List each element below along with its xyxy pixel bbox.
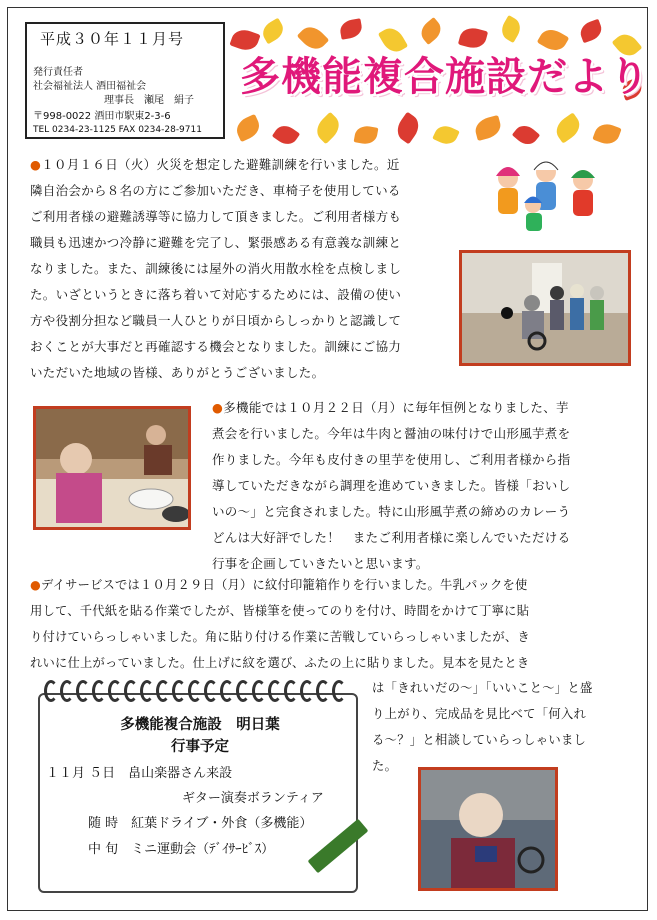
evacuation-drill-photo bbox=[459, 250, 631, 366]
craft-resident-photo bbox=[418, 767, 558, 891]
publisher-line: 発行責任者 bbox=[33, 67, 83, 78]
issue-title: 平成３０年１１月号 bbox=[40, 30, 185, 48]
bullet-icon: ● bbox=[212, 400, 224, 415]
article-day-service-craft: ●デイサービスでは１０月２９日（月）に紋付印籠箱作りを行いました。牛乳パックを使 用して、千代紙を貼る作業でしたが、皆様筆を使ってのりを付け、時間をかけて丁寧に貼 り付けていらっしゃいました。角に貼り付ける作業に苦戦していらっしゃいましたが、き れいに仕上がっていました。仕上げに紋を選び、ふたの上に貼りました。見本を見たとき bbox=[30, 578, 530, 670]
notebook-rings bbox=[44, 680, 354, 704]
schedule-subtitle: 行事予定 bbox=[171, 739, 229, 755]
schedule-row: 中 旬 ミニ運動会（ﾃﾞｲｻｰﾋﾞｽ） bbox=[88, 842, 275, 857]
bullet-icon: ● bbox=[30, 578, 41, 592]
article-day-service-craft-continued: は「きれいだの～」「いいこと～」と盛 り上がり、完成品を見比べて「何入れ る～？」と相談していらっしゃいまし た。 bbox=[372, 681, 593, 773]
schedule-row: １１月 ５日 畠山楽器さん来設 bbox=[46, 766, 233, 781]
article-evacuation-drill: ●１０月１６日（火）火災を想定した避難訓練を行いました。近 隣自治会から８名の方にご参加いただき、車椅子を使用している ご利用者様の避難誘導等に協力して頂きました。ご利用者様方も 職員も迅速かつ冷静に避難を完了し、緊張感ある有意義な訓練と なりました。また、訓練後には屋外の消火用散水栓を点検しまし た。いざというときに落ち着いて対応するためには、設備の使い 方や役割分担など職員一人ひとりが日頃からしっかりと認識して おくことが大事だと再確認する機会となりました。訓練にご協力 いただいた地域の皆様、ありがとうございました。 bbox=[30, 157, 402, 380]
evacuation-illustration bbox=[488, 150, 608, 235]
publisher-line: 社会福祉法人 酒田福祉会 bbox=[33, 81, 147, 92]
schedule-title: 多機能複合施設 明日葉 bbox=[120, 717, 280, 733]
publisher-line: TEL 0234-23-1125 FAX 0234-28-9711 bbox=[33, 125, 202, 135]
publisher-line: 理事長 瀬尾 絹子 bbox=[104, 95, 194, 106]
bullet-icon: ● bbox=[30, 157, 42, 172]
imoni-cooking-photo bbox=[33, 406, 191, 530]
schedule-row: ギター演奏ボランティア bbox=[182, 791, 324, 806]
publisher-line: 〒998-0022 酒田市駅東2-3-6 bbox=[33, 111, 171, 122]
schedule-row: 随 時 紅葉ドライブ・外食（多機能） bbox=[88, 816, 313, 831]
newsletter-title: 多機能複合施設だより bbox=[240, 54, 650, 100]
article-imoni-party: ●多機能では１０月２２日（月）に毎年恒例となりました、芋 煮会を行いました。今年は牛肉と醤油の味付けで山形風芋煮を 作りました。今年も皮付きの里芋を使用し、ご利用者様から指 導していただきながら調理を進めていきました。皆様「おいし いの～」と完食されました。特に山形風芋煮の締めのカレーう どんは大好評でした！ またご利用者様に楽しんでいただける 行事を企画していきたいと思います。 bbox=[212, 400, 571, 571]
